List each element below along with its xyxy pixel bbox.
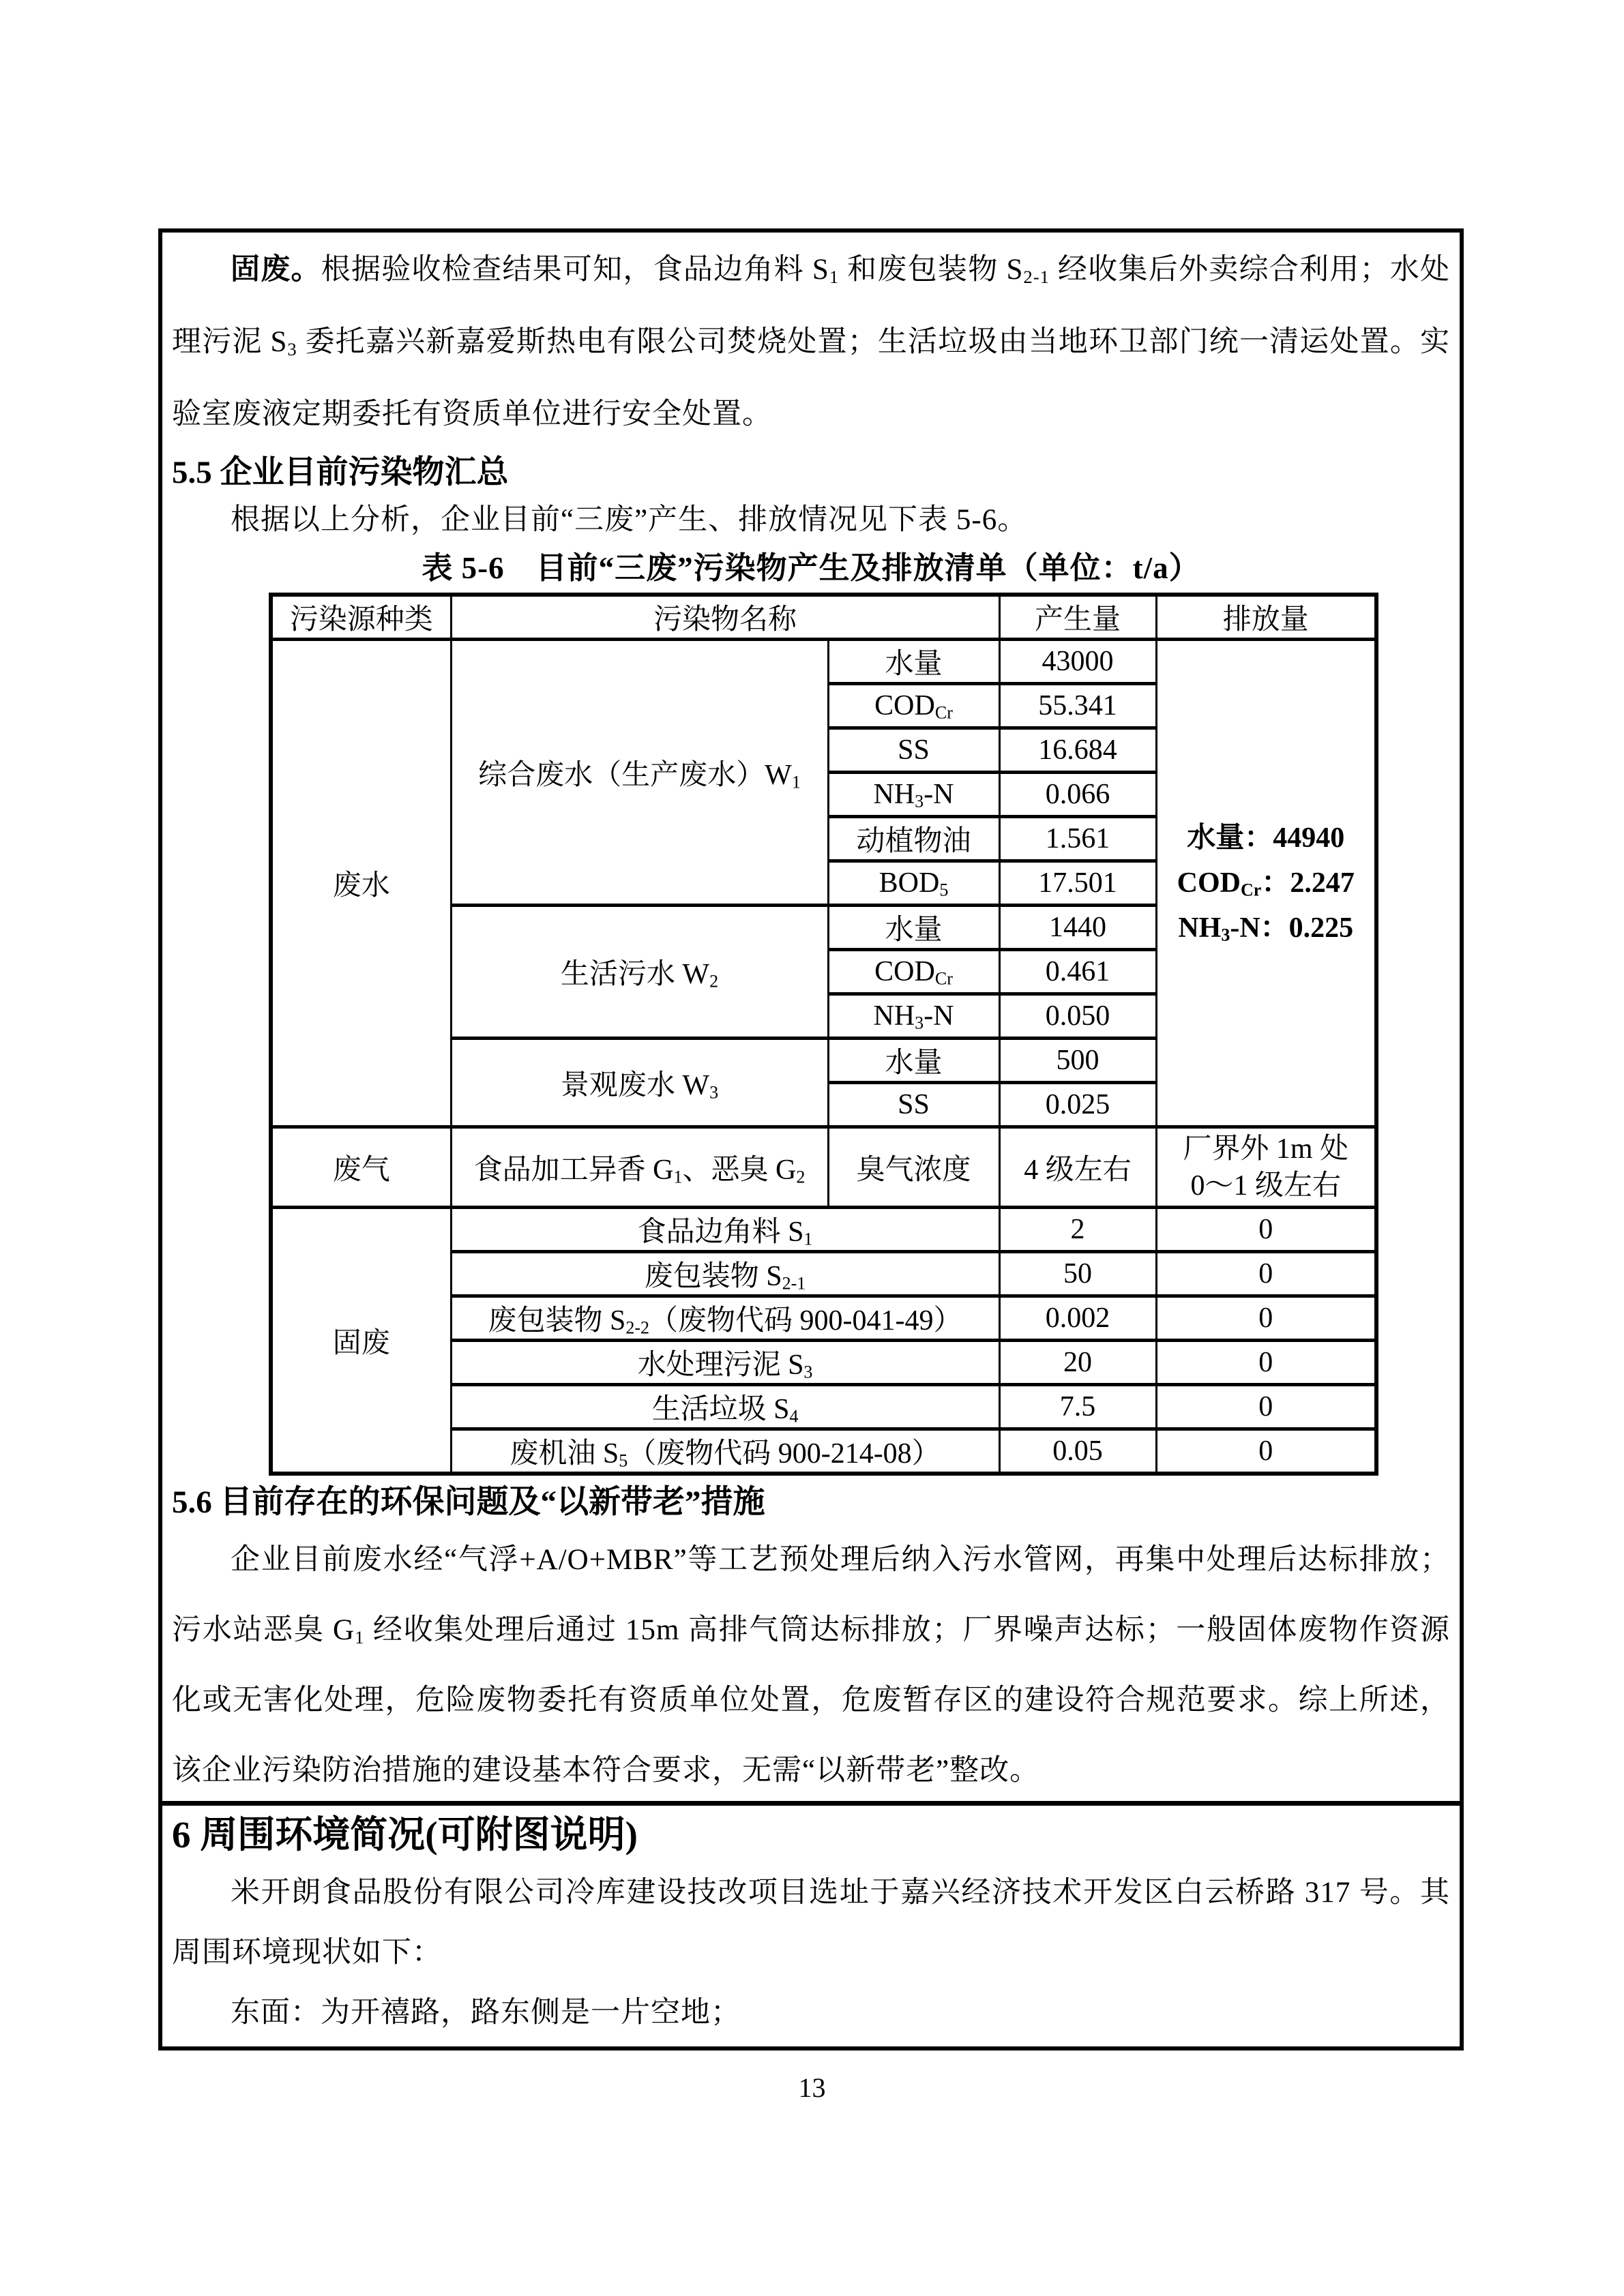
cell-solid-name: 废包装物 $S_{2-1}$ <box>451 1252 999 1296</box>
cell-solid-production: 2 <box>999 1208 1156 1252</box>
cell-item-label: SS <box>828 728 999 773</box>
cell-solid-discharge: 0 <box>1156 1341 1376 1385</box>
cell-item-value: 1440 <box>999 906 1156 950</box>
cell-item-value: 500 <box>999 1039 1156 1083</box>
section-6 <box>162 1806 1460 2043</box>
gas-discharge-line: 0～1 级左右 <box>1190 1169 1342 1202</box>
header-source: 污染源种类 <box>271 595 451 640</box>
page-number: 13 <box>798 2072 826 2103</box>
cell-solid-discharge: 0 <box>1156 1252 1376 1296</box>
discharge-summary-line: $COD_{Cr}$：2.247 <box>1177 867 1355 900</box>
cell-solid-discharge: 0 <box>1156 1296 1376 1341</box>
cell-solid-discharge: 0 <box>1156 1208 1376 1252</box>
heading-5-6: 5.6 目前存在的环保问题及“以新带老”措施 <box>172 1485 765 1520</box>
cell-solid-name: 生活垃圾 $S_4$ <box>451 1385 999 1429</box>
cell-solid-production: 0.05 <box>999 1429 1156 1474</box>
cell-item-label: SS <box>828 1083 999 1127</box>
cell-solid-production: 20 <box>999 1341 1156 1385</box>
cell-item-value: 0.066 <box>999 773 1156 817</box>
discharge-summary-line: 水量：44940 <box>1187 822 1345 854</box>
cell-solid-production: 7.5 <box>999 1385 1156 1429</box>
cell-gas-indicator: 臭气浓度 <box>828 1127 999 1208</box>
header-production: 产生量 <box>999 595 1156 640</box>
solid-row <box>271 1208 1376 1252</box>
heading-5-5: 5.5 企业目前污染物汇总 <box>172 455 509 490</box>
intro-5-5: 根据以上分析，企业目前“三废”产生、排放情况见下表 5-6。 <box>231 504 1028 536</box>
cell-group-w3: 景观废水 $W_3$ <box>451 1039 828 1127</box>
cell-solid-name: 废包装物 $S_{2-2}$（废物代码 900-041-49） <box>451 1296 999 1341</box>
cell-gas-name: 食品加工异香 $G_1$、恶臭 $G_2$ <box>451 1127 828 1208</box>
cell-item-value: 0.461 <box>999 950 1156 994</box>
form-content-box <box>158 228 1464 2051</box>
cell-item-label: $COD_{Cr}$ <box>828 684 999 728</box>
cell-category-wastewater: 废水 <box>271 640 451 1127</box>
cell-solid-name: 食品边角料 $S_1$ <box>451 1208 999 1252</box>
paragraph-5-6: 企业目前废水经“气浮+A/O+MBR”等工艺预处理后纳入污水管网，再集中处理后达标排放；污水站恶臭 $G_1$ 经收集处理后通过 15m 高排气筒达标排放；厂界噪声达标；一般固体废物作资源化或无害化处理，危险废物委托有资质单位处置，危废暂存区的建设符合规范要求。综上所述，该企业污染防治措施的建设基本符合要求，无需“以新带老”整改。 <box>172 1544 1450 1787</box>
cell-solid-production: 0.002 <box>999 1296 1156 1341</box>
solid-waste-text: 根据验收检查结果可知，食品边角料 $S_1$ 和废包装物 $S_{2-1}$ 经收集后外卖综合利用；水处理污泥 $S_3$ 委托嘉兴新嘉爱斯热电有限公司焚烧处置；生活垃圾由当地环卫部门统一清运处置。实验室废液定期委托有资质单位进行安全处置。 <box>172 254 1451 430</box>
cell-item-value: 55.341 <box>999 684 1156 728</box>
heading-6: 6 周围环境简况(可附图说明) <box>172 1814 638 1855</box>
cell-item-value: 0.025 <box>999 1083 1156 1127</box>
section-5 <box>162 233 1460 1806</box>
cell-category-gas: 废气 <box>271 1127 451 1208</box>
table-row <box>271 640 1376 684</box>
cell-solid-discharge: 0 <box>1156 1385 1376 1429</box>
cell-group-w1: 综合废水（生产废水）$W_1$ <box>451 640 828 906</box>
gas-row <box>271 1127 1376 1208</box>
gas-discharge-line: 厂界外 1m 处 <box>1183 1133 1349 1165</box>
pollutants-table <box>269 593 1378 1476</box>
cell-solid-production: 50 <box>999 1252 1156 1296</box>
cell-item-label: $COD_{Cr}$ <box>828 950 999 994</box>
table-header-row <box>271 595 1376 640</box>
solid-waste-paragraph <box>172 234 1450 451</box>
cell-item-value: 1.561 <box>999 817 1156 861</box>
cell-solid-name: 水处理污泥 $S_3$ <box>451 1341 999 1385</box>
cell-item-value: 43000 <box>999 640 1156 684</box>
cell-solid-name: 废机油 $S_5$（废物代码 900-214-08） <box>451 1429 999 1474</box>
cell-item-label: 水量 <box>828 640 999 684</box>
header-discharge: 排放量 <box>1156 595 1376 640</box>
cell-item-label: $NH_3-N$ <box>828 773 999 817</box>
discharge-summary-cell <box>1156 640 1376 1127</box>
cell-gas-production: 4 级左右 <box>999 1127 1156 1208</box>
cell-category-solid: 固废 <box>271 1208 451 1474</box>
section6-paragraph: 米开朗食品股份有限公司冷库建设技改项目选址于嘉兴经济技术开发区白云桥路 317 号。其周围环境现状如下： <box>172 1877 1450 1969</box>
cell-item-value: 0.050 <box>999 994 1156 1039</box>
header-pollutant: 污染物名称 <box>451 595 999 640</box>
table-title: 表 5-6 目前“三废”污染物产生及排放清单（单位：t/a） <box>422 551 1200 585</box>
cell-group-w2: 生活污水 $W_2$ <box>451 906 828 1039</box>
cell-item-label: 水量 <box>828 906 999 950</box>
section6-east-line: 东面：为开禧路，路东侧是一片空地； <box>231 1997 741 2029</box>
cell-gas-discharge <box>1156 1127 1376 1208</box>
cell-item-value: 16.684 <box>999 728 1156 773</box>
cell-item-value: 17.501 <box>999 861 1156 906</box>
cell-item-label: 动植物油 <box>828 817 999 861</box>
cell-item-label: $BOD_5$ <box>828 861 999 906</box>
cell-solid-discharge: 0 <box>1156 1429 1376 1474</box>
cell-item-label: $NH_3-N$ <box>828 994 999 1039</box>
cell-item-label: 水量 <box>828 1039 999 1083</box>
discharge-summary-line: $NH_3-N$：0.225 <box>1178 912 1354 945</box>
solid-waste-lead: 固废。 <box>231 254 321 286</box>
